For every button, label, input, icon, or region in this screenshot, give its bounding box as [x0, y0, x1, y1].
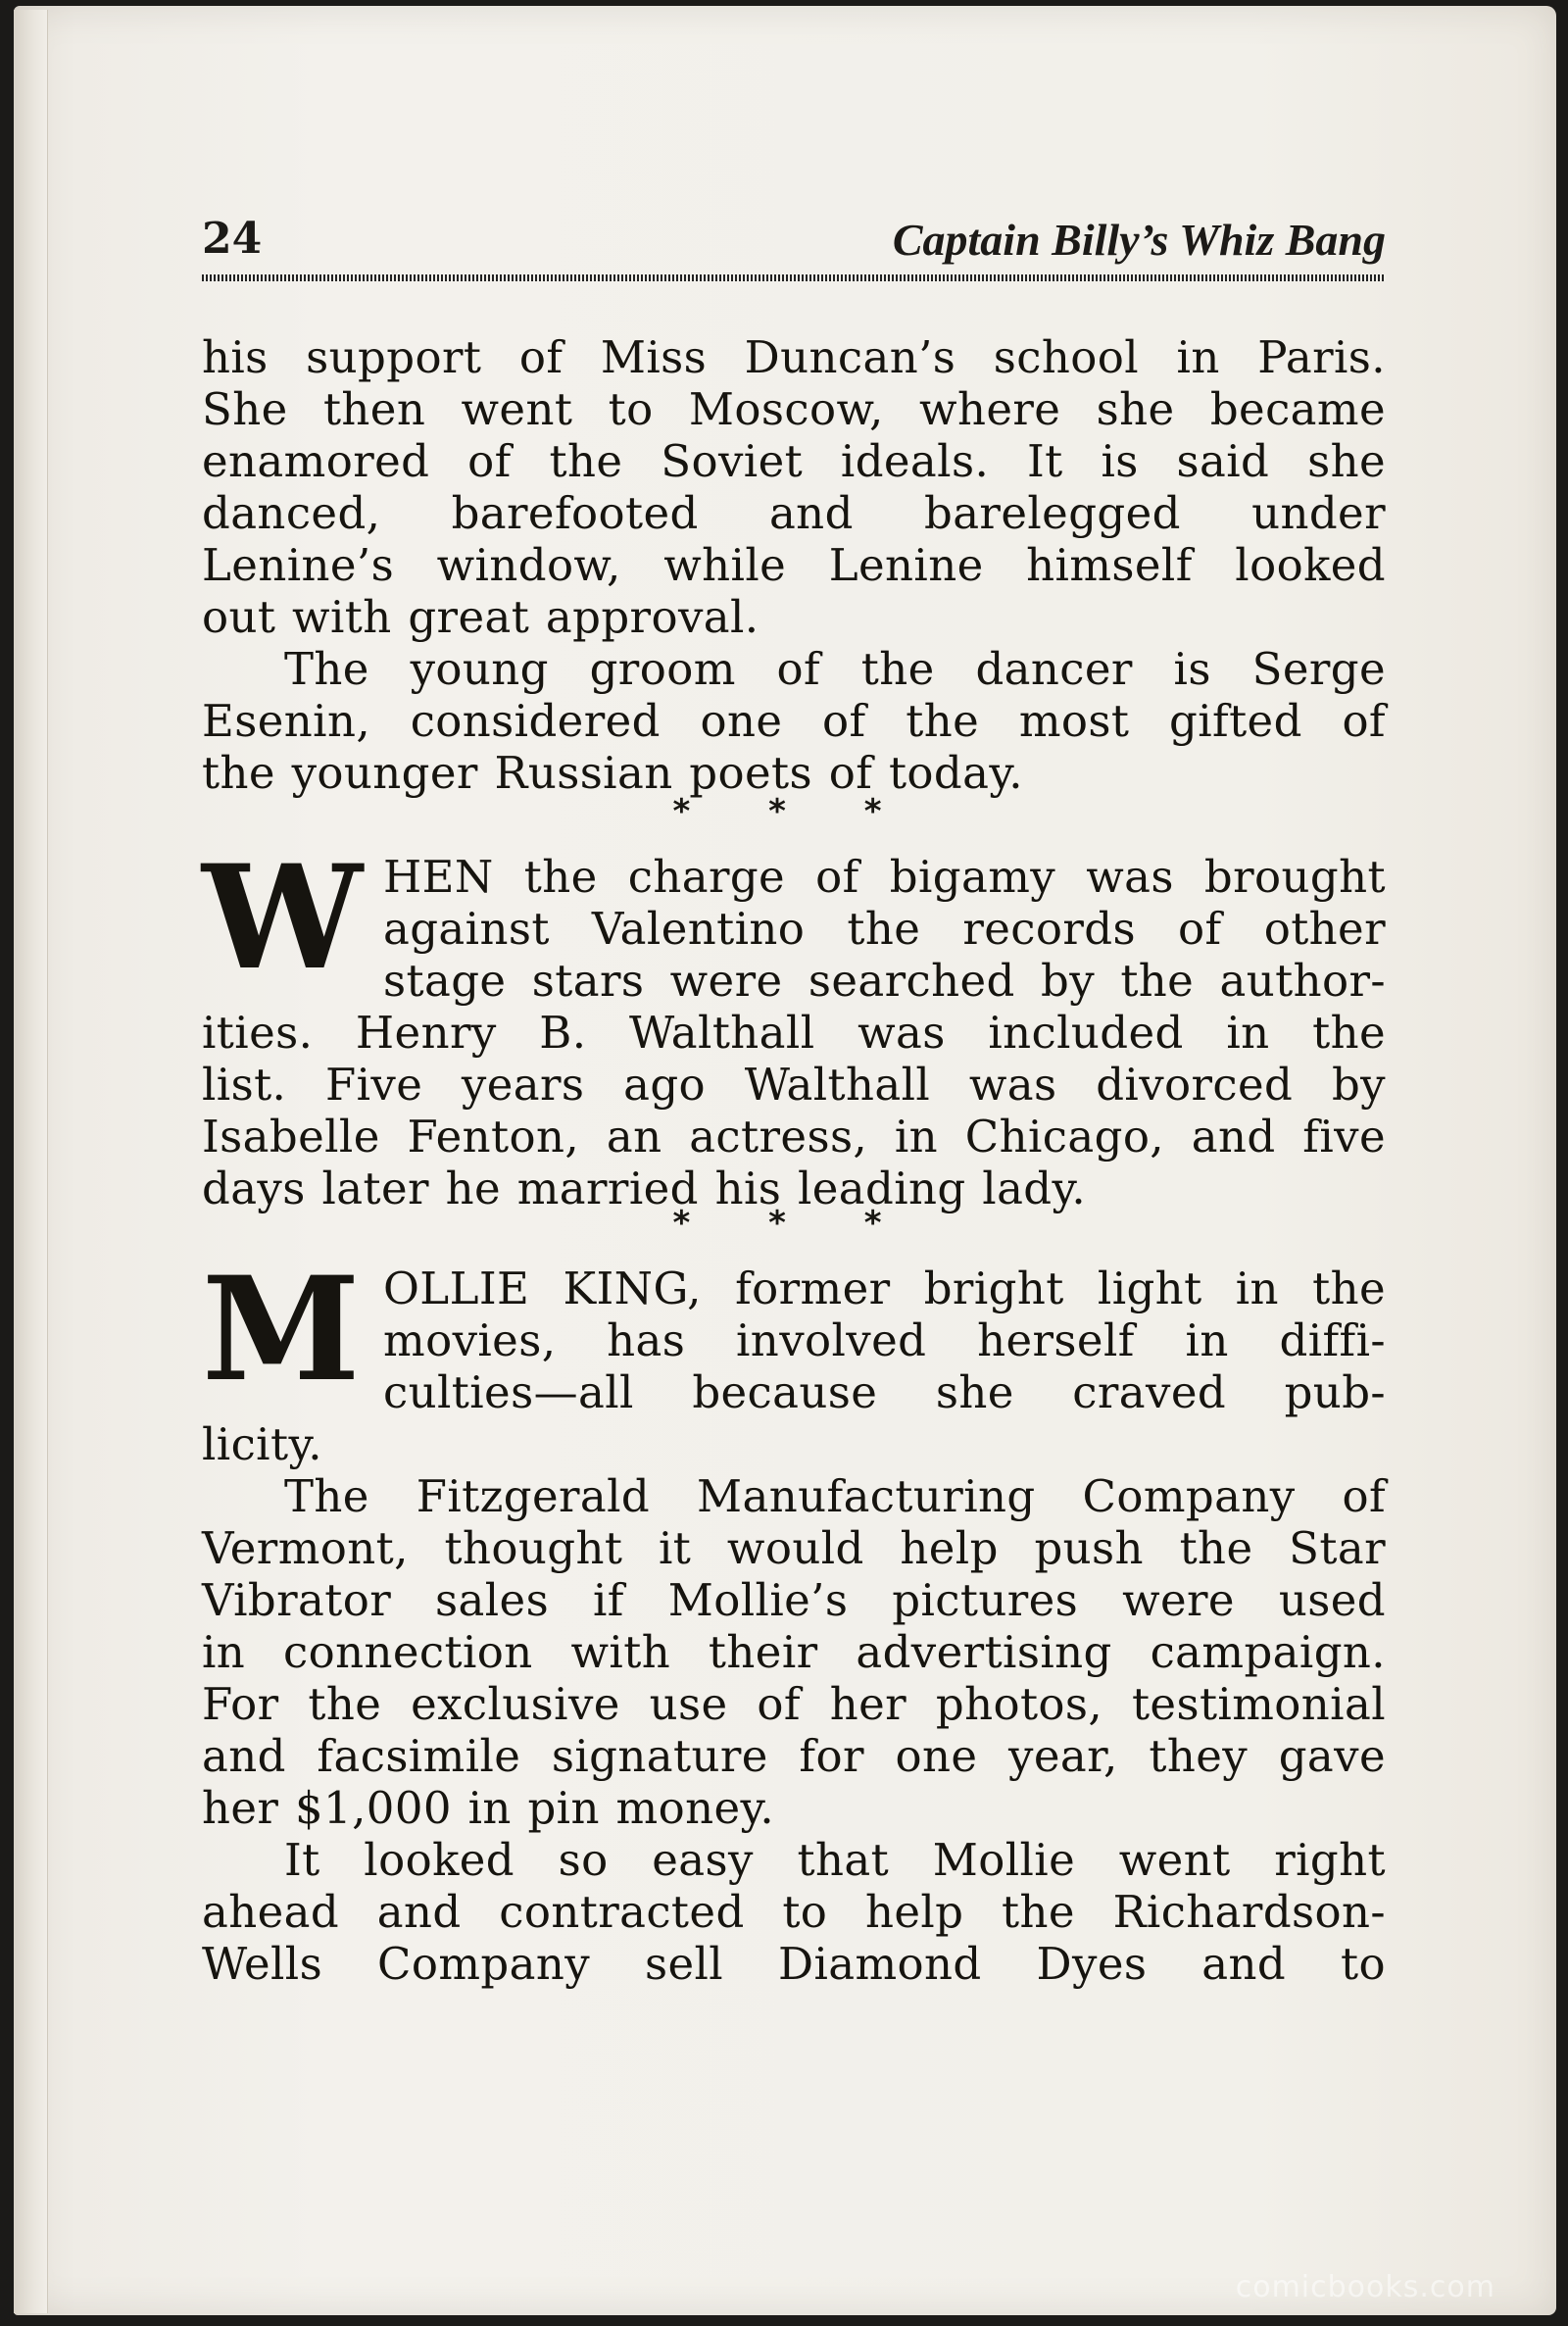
- header-rule: [202, 274, 1386, 281]
- text-line: out with great approval.: [202, 591, 760, 643]
- text-line: HEN the charge of bigamy was brought: [383, 851, 1386, 903]
- text-line: For the exclusive use of her photos, testimonial: [202, 1678, 1386, 1730]
- drop-cap-m: M: [202, 1246, 362, 1413]
- text-line: OLLIE KING, former bright light in the: [383, 1262, 1386, 1314]
- text-line: in connection with their advertising campaign.: [202, 1626, 1386, 1678]
- running-title: Captain Billy’s Whiz Bang: [892, 215, 1386, 265]
- section-separator: * * *: [672, 1204, 915, 1243]
- mollie-king-article: [202, 1246, 1386, 1470]
- text-line: his support of Miss Duncan’s school in Paris.: [202, 331, 1386, 383]
- text-line: danced, barefooted and barelegged under: [202, 487, 1386, 539]
- page-header: [202, 214, 1386, 272]
- text-line: Lenine’s window, while Lenine himself looked: [202, 539, 1386, 591]
- text-line: movies, has involved herself in diffi-: [383, 1314, 1386, 1366]
- page-binding-edge: [14, 10, 48, 2313]
- text-line: The Fitzgerald Manufacturing Company of: [284, 1470, 1386, 1522]
- text-line: licity.: [202, 1418, 323, 1470]
- text-line: culties—all because she craved pub-: [383, 1366, 1386, 1418]
- text-line: ities. Henry B. Walthall was included in the: [202, 1007, 1386, 1059]
- text-line: days later he married his leading lady.: [202, 1163, 1087, 1214]
- text-line: Esenin, considered one of the most gifted of: [202, 695, 1386, 747]
- page-number: 24: [202, 214, 263, 264]
- watermark: comicbooks.com: [1235, 2270, 1495, 2304]
- text-line: It looked so easy that Mollie went right: [284, 1834, 1386, 1886]
- groom-paragraph: [202, 643, 1386, 799]
- fitzgerald-paragraph: [202, 1470, 1386, 1834]
- text-line: enamored of the Soviet ideals. It is said she: [202, 435, 1386, 487]
- continued-paragraph: [202, 331, 1386, 643]
- text-line: stage stars were searched by the author-: [383, 955, 1386, 1007]
- valentino-article: [202, 834, 1386, 1214]
- text-line: the younger Russian poets of today.: [202, 747, 1023, 799]
- text-line: Wells Company sell Diamond Dyes and to: [202, 1938, 1386, 1990]
- drop-cap-w: W: [202, 834, 364, 1002]
- text-line: Vermont, thought it would help push the Star: [202, 1522, 1386, 1574]
- text-line: against Valentino the records of other: [383, 903, 1386, 955]
- text-line: list. Five years ago Walthall was divorced by: [202, 1059, 1386, 1111]
- text-line: She then went to Moscow, where she became: [202, 383, 1386, 435]
- text-line: her $1,000 in pin money.: [202, 1782, 775, 1834]
- text-line: and facsimile signature for one year, they gave: [202, 1730, 1386, 1782]
- text-line: The young groom of the dancer is Serge: [284, 643, 1386, 695]
- text-line: Isabelle Fenton, an actress, in Chicago, and five: [202, 1111, 1386, 1163]
- section-separator: * * *: [672, 792, 915, 831]
- text-line: ahead and contracted to help the Richardson-: [202, 1886, 1386, 1938]
- diamond-dyes-paragraph: [202, 1834, 1386, 1990]
- text-line: Vibrator sales if Mollie’s pictures were used: [202, 1574, 1386, 1626]
